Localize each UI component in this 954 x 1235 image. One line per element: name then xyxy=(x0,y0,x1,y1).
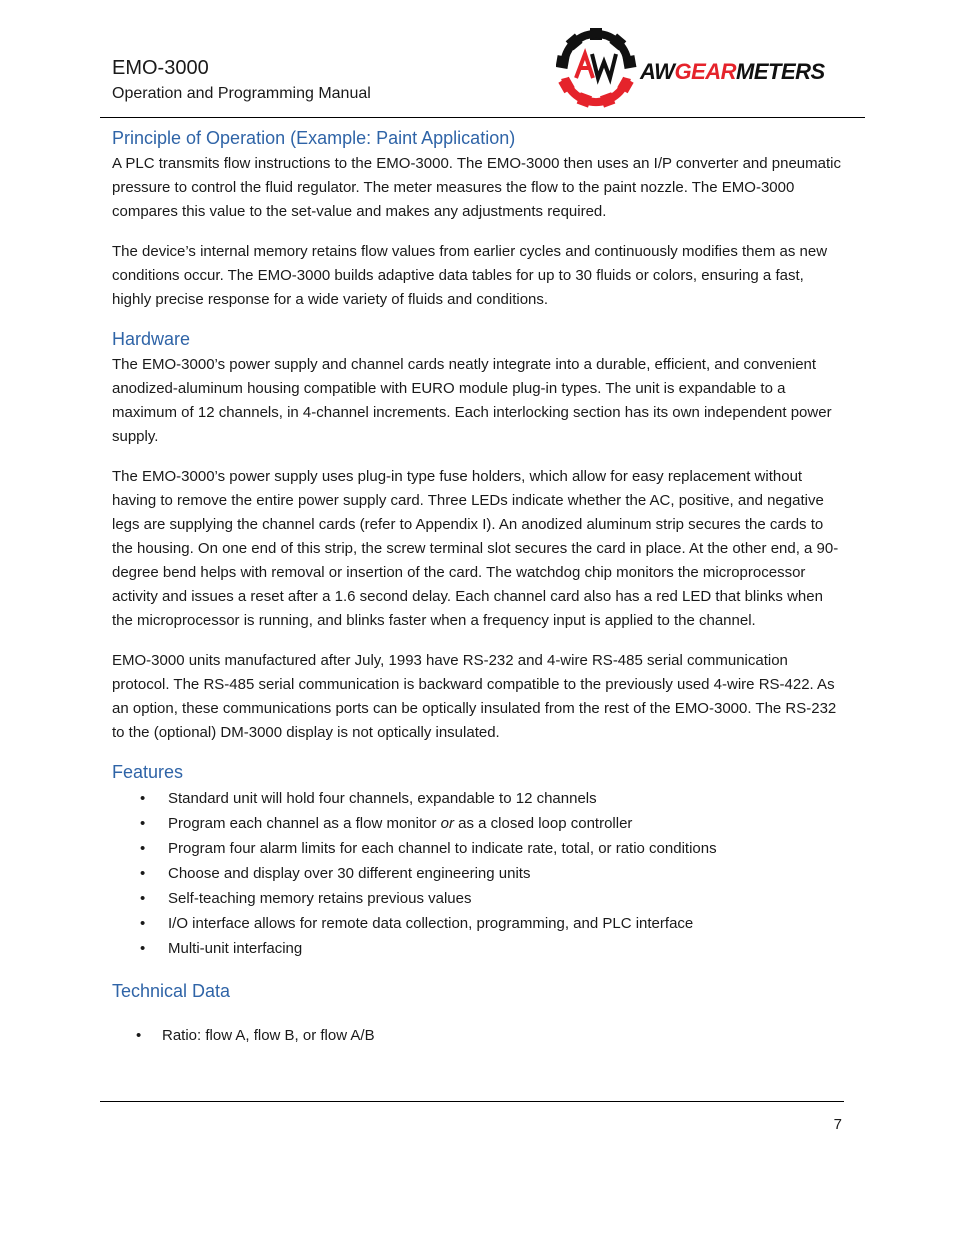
section-principle xyxy=(112,126,842,312)
list-item: • Standard unit will hold four channels, expandable to 12 channels xyxy=(112,786,842,811)
list-item: • Program four alarm limits for each channel to indicate rate, total, or ratio conditions xyxy=(112,836,842,861)
paragraph: The EMO-3000’s power supply uses plug-in type fuse holders, which allow for easy replacement without having to remove the entire power supply card. Three LEDs indicate whether the AC, positive, and negative legs are supplying the channel cards (refer to Appendix I). An anodized aluminum strip secures the cards to the housing. On one end of this strip, the screw terminal slot secures the card in place. At the other end, a 90-degree bend helps with removal or insertion of the card. The watchdog chip monitors the microprocessor activity and issues a reset after a 1.6 second delay. Each channel card also has a red LED that blinks when the microprocessor is running, and blinks faster when a frequency input is applied to the channel. xyxy=(112,468,839,629)
page-number: 7 xyxy=(833,1116,842,1133)
list-item: • Ratio: flow A, flow B, or flow A/B xyxy=(112,1024,842,1048)
bullet-icon: • xyxy=(140,790,146,807)
main-content xyxy=(112,126,842,1048)
bullet-icon: • xyxy=(140,840,146,857)
list-item: • Program each channel as a flow monitor or as a closed loop controller xyxy=(112,811,842,836)
bullet-icon: • xyxy=(136,1027,142,1044)
section-technical-data xyxy=(112,979,842,1048)
bullet-icon: • xyxy=(140,915,146,932)
section-heading: Features xyxy=(112,762,184,782)
list-item: • Choose and display over 30 different engineering units xyxy=(112,861,842,886)
paragraph: A PLC transmits flow instructions to the EMO-3000. The EMO-3000 then uses an I/P converter and pneumatic pressure to control the fluid regulator. The meter measures the flow to the paint nozzle. The EMO-3000 compares this value to the set-value and makes any adjustments required. xyxy=(112,155,841,220)
list-item: • I/O interface allows for remote data collection, programming, and PLC interface xyxy=(112,911,842,936)
section-heading: Principle of Operation (Example: Paint Application) xyxy=(112,128,516,148)
features-list xyxy=(112,786,842,961)
section-heading: Technical Data xyxy=(112,981,231,1001)
paragraph: EMO-3000 units manufactured after July, 1993 have RS-232 and 4-wire RS-485 serial communication protocol. The RS-485 serial communication is backward compatible to the previously used 4-wire RS-422. As an option, these communications ports can be optically insulated from the rest of the EMO-3000. The RS-232 to the (optional) DM-3000 display is not optically insulated. xyxy=(112,652,837,741)
section-features xyxy=(112,760,842,961)
list-item: • Multi-unit interfacing xyxy=(112,936,842,961)
bullet-icon: • xyxy=(140,890,146,907)
document-subtitle: Operation and Programming Manual xyxy=(112,85,371,102)
bullet-icon: • xyxy=(140,815,146,832)
bullet-icon: • xyxy=(140,940,146,957)
section-heading: Hardware xyxy=(112,329,191,349)
paragraph: The device’s internal memory retains flow values from earlier cycles and continuously modifies them as new conditions occur. The EMO-3000 builds adaptive data tables for up to 30 fluids or colors, ensuring a fast, highly precise response for a wide variety of fluids and conditions. xyxy=(112,243,828,308)
document-title: EMO-3000 xyxy=(112,57,209,79)
technical-list xyxy=(112,1024,842,1048)
header-divider xyxy=(100,117,865,118)
logo-wordmark: AWGEARMETERS xyxy=(640,59,825,84)
list-item: • Self-teaching memory retains previous values xyxy=(112,886,842,911)
paragraph: The EMO-3000’s power supply and channel cards neatly integrate into a durable, efficient, and convenient anodized-aluminum housing compatible with EURO module plug-in types. The unit is expandable to a maximum of 12 channels, in 4-channel increments. Each interlocking section has its own independent power supply. xyxy=(112,356,832,445)
footer-divider xyxy=(100,1101,844,1102)
section-hardware xyxy=(112,327,842,745)
bullet-icon: • xyxy=(140,865,146,882)
